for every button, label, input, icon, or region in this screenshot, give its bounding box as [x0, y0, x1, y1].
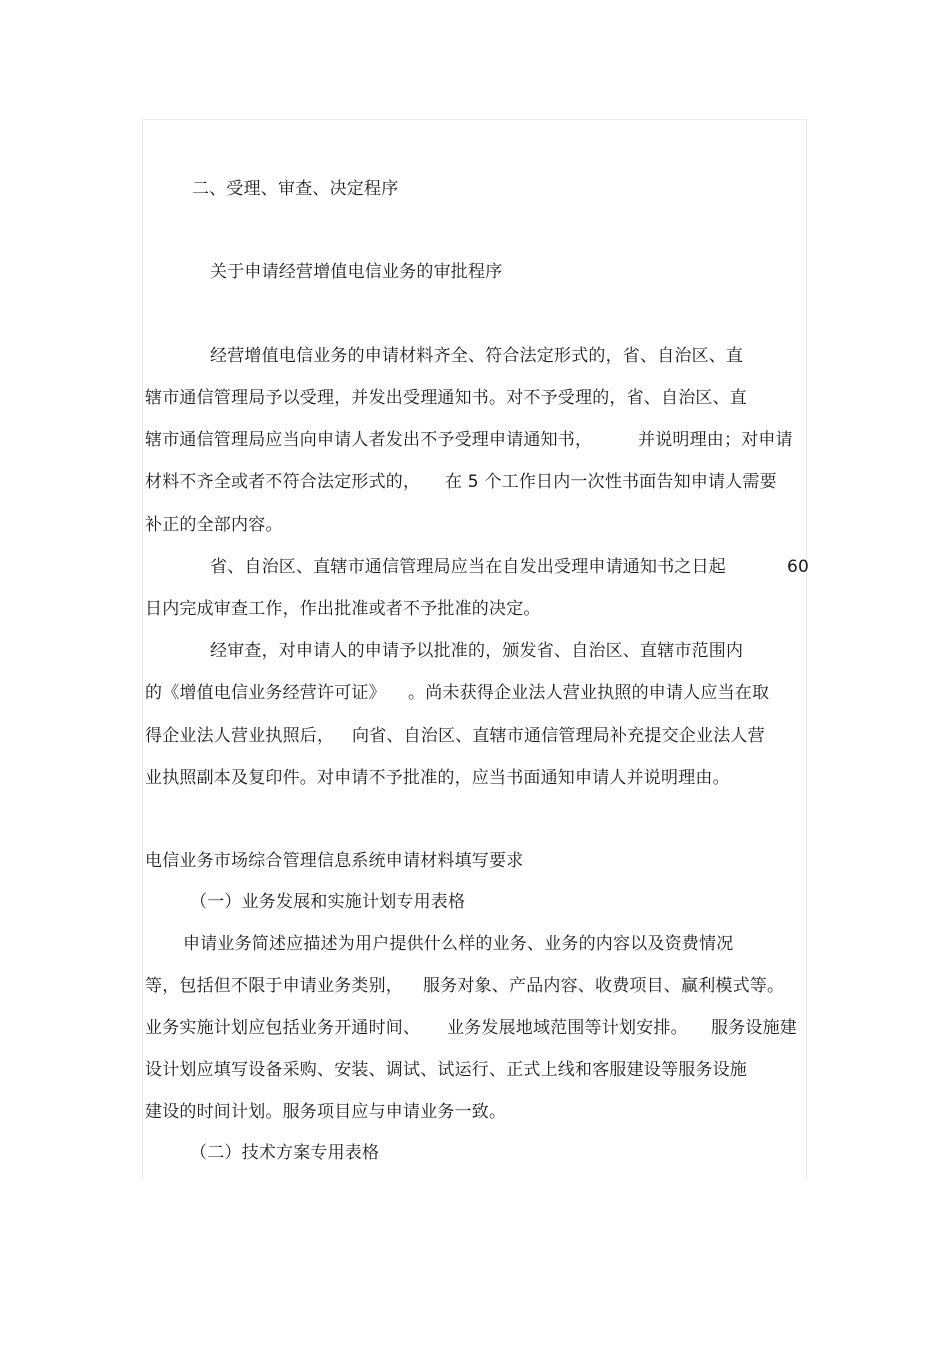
para3-line2a: 的《增值电信业务经营许可证》	[145, 683, 386, 703]
para1-line4b: 在 5 个工作日内一次性书面告知申请人需要	[445, 472, 777, 492]
para4-line2a: 等，包括但不限于申请业务类别，	[145, 976, 403, 996]
para2-line2: 日内完成审查工作，作出批准或者不予批准的决定。	[145, 599, 541, 619]
para3-line3a: 得企业法人营业执照后，	[145, 726, 335, 746]
para3-line4: 业执照副本及复印件。对申请不予批准的，应当书面通知申请人并说明理由。	[145, 768, 730, 788]
para4-line3c: 服务设施建	[711, 1018, 797, 1038]
item2-title: （二）技术方案专用表格	[190, 1143, 380, 1163]
section2-title: 电信业务市场综合管理信息系统申请材料填写要求	[145, 851, 524, 871]
para4-line3a: 业务实施计划应包括业务开通时间、	[145, 1018, 421, 1038]
para2-line1: 省、自治区、直辖市通信管理局应当在自发出受理申请通知书之日起	[210, 557, 726, 577]
section-heading: 二、受理、审查、决定程序	[192, 179, 399, 199]
subheading: 关于申请经营增值电信业务的审批程序	[210, 262, 503, 282]
para1-line2: 辖市通信管理局予以受理，并发出受理通知书。对不予受理的，省、自治区、直	[145, 388, 747, 408]
para1-line4a: 材料不齐全或者不符合法定形式的，	[145, 472, 421, 492]
para4-line1: 申请业务简述应描述为用户提供什么样的业务、业务的内容以及资费情况	[183, 934, 734, 954]
para2-number: 60	[787, 557, 810, 577]
para3-line3b: 向省、自治区、直辖市通信管理局补充提交企业法人营	[352, 726, 765, 746]
para1-line3b: 并说明理由；对申请	[638, 430, 793, 450]
para4-line4: 设计划应填写设备采购、安装、调试、试运行、正式上线和客服建设等服务设施	[145, 1060, 747, 1080]
para4-line3b: 业务发展地域范围等计划安排。	[447, 1018, 688, 1038]
para1-line1: 经营增值电信业务的申请材料齐全、符合法定形式的，省、自治区、直	[210, 346, 744, 366]
para3-line1: 经审查，对申请人的申请予以批准的，颁发省、自治区、直辖市范围内	[210, 641, 744, 661]
para1-line3a: 辖市通信管理局应当向申请人者发出不予受理申请通知书，	[145, 430, 593, 450]
para4-line2b: 服务对象、产品内容、收费项目、赢利模式等。	[423, 976, 785, 996]
para4-line5: 建设的时间计划。服务项目应与申请业务一致。	[145, 1102, 507, 1122]
para1-line5: 补正的全部内容。	[145, 515, 283, 535]
item1-title: （一）业务发展和实施计划专用表格	[190, 892, 466, 912]
para3-line2b: 。尚未获得企业法人营业执照的申请人应当在取	[408, 683, 770, 703]
